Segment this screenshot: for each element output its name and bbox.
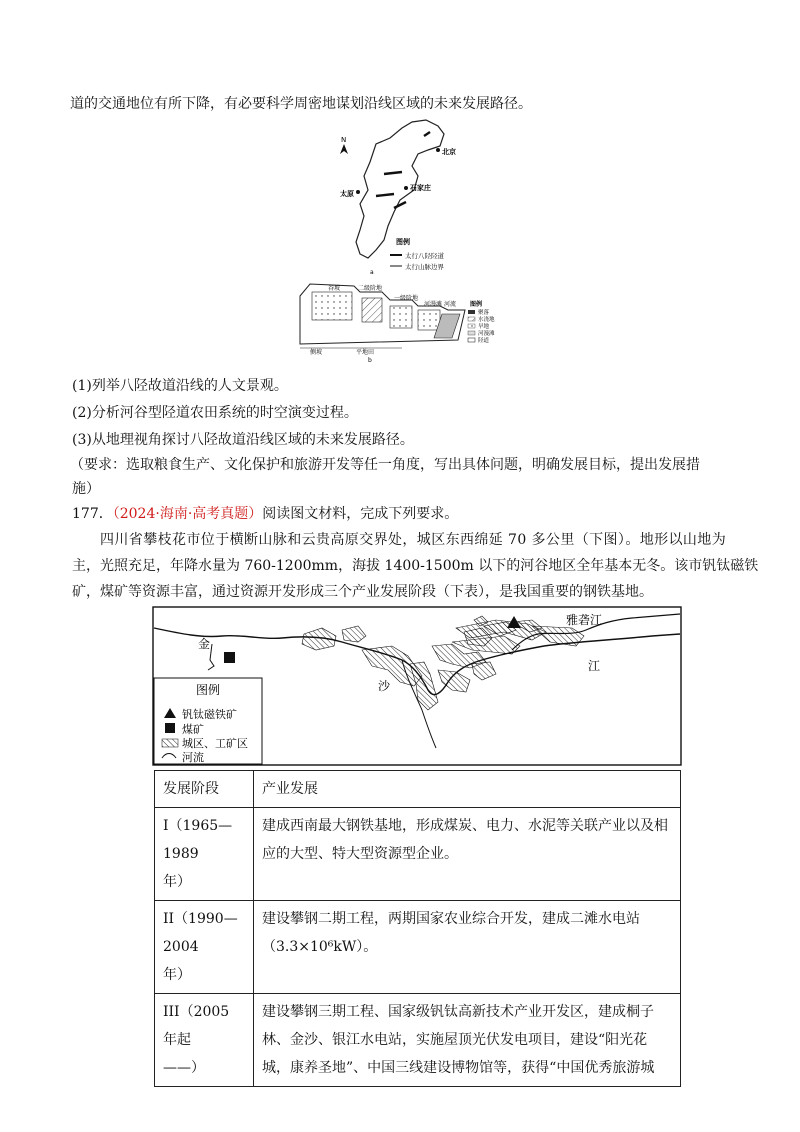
legend2-item: 陉道 (478, 338, 490, 344)
passage-line-3: 矿，煤矿等资源丰富，通过资源开发形成三个产业发展阶段（下表），是我国重要的钢铁基地。 (72, 584, 653, 600)
stage-text: 年） (163, 967, 191, 983)
q177-line (72, 504, 458, 524)
city-beijing: 北京 (442, 148, 456, 156)
industry-text: 林、金沙、银江水电站，实施屋顶光伏发电项目，建设“阳光花 (262, 1032, 648, 1048)
map2-legend-item: 煤矿 (182, 723, 204, 736)
passage-line-1: 四川省攀枝花市位于横断山脉和云贵高原交界处，城区东西绵延 70 多公里（下图）。地形以山地为 (100, 532, 727, 548)
panzhihua-map (152, 606, 682, 766)
stage-text: II（1990—2004 (163, 911, 238, 955)
terrace1-label: 一级阶地 (394, 295, 419, 302)
development-table (154, 770, 681, 1087)
header-industry: 产业发展 (254, 771, 681, 808)
city-shijiazhuang: 石家庄 (410, 184, 431, 192)
table-row (155, 994, 681, 1087)
table-row (155, 901, 681, 994)
legend2-item: 河漫滩 (478, 331, 495, 337)
legend2-item: 水浇地 (478, 317, 495, 323)
terrace2-label: 二级阶地 (358, 285, 383, 292)
stage-cell (155, 901, 254, 994)
legend2-item: 旱地 (478, 324, 490, 330)
industry-text: 城，康养圣地”、中国三线建设博物馆等，获得“中国优秀旅游城 (262, 1060, 655, 1076)
question-1: (1)列举八陉故道沿线的人文景观。 (72, 378, 288, 394)
north-arrow (340, 144, 348, 154)
stage-text: 年） (163, 874, 191, 890)
industry-cell (254, 901, 681, 994)
requirement-line-2: 施） (72, 481, 100, 497)
industry-cell (254, 808, 681, 901)
stage-text: ——） (163, 1060, 205, 1076)
map2-legend-title: 图例 (196, 683, 221, 697)
industry-text: 建成西南最大钢铁基地，形成煤炭、电力、水泥等关联产业以及相 (262, 818, 668, 834)
coal-mine (224, 652, 235, 663)
legend-title: 图例 (396, 238, 410, 246)
question-2: (2)分析河谷型陉道农田系统的时空演变过程。 (72, 405, 358, 421)
stage-text: III（2005 年起 (163, 1004, 230, 1048)
city-dot (404, 186, 408, 190)
passage-line-2: 主，光照充足，年降水量为 760-1200mm，海拔 1400-1500m 以下的河谷地区全年基本无冬。该市钒钛磁铁 (72, 558, 759, 574)
label-sha: 沙 (378, 679, 391, 693)
industry-text: 应的大型、特大型资源型企业。 (262, 846, 458, 862)
city-dot (356, 190, 360, 194)
label-jin: 金 (198, 637, 211, 651)
table-header-row (155, 771, 681, 808)
legend-border: 太行山脉边界 (405, 263, 444, 271)
stage-cell (155, 808, 254, 901)
table-row (155, 808, 681, 901)
industry-cell (254, 994, 681, 1087)
slope-zone-label: 侧坡 (310, 349, 323, 356)
requirement-line-1: （要求：选取粮食生产、文化保护和旅游开发等任一角度，写出具体问题，明确发展目标，提出发展措 (70, 457, 700, 473)
label-b: b (368, 357, 372, 364)
valley-label: 谷坡 (328, 285, 341, 292)
header-stage: 发展阶段 (155, 771, 254, 808)
flat-zone-label: 平地田 (356, 349, 375, 356)
pass-route (424, 132, 430, 136)
label-a: a (370, 269, 374, 276)
stage-cell (155, 994, 254, 1087)
industry-text: 建设攀钢三期工程、国家级钒钛高新技术产业开发区，建成桐子 (262, 1004, 654, 1020)
label-jiang: 江 (588, 659, 601, 673)
pass-route (384, 172, 402, 174)
north-label: N (341, 136, 347, 144)
taihang-map (290, 114, 510, 364)
city-dot (436, 148, 440, 152)
legend2-item: 聚落 (478, 310, 490, 316)
floodplain-label: 河漫滩 (424, 301, 443, 308)
industry-text: （3.3×10⁶kW）。 (262, 939, 378, 955)
legend2-title: 图例 (470, 301, 483, 308)
map2-legend-item: 河流 (182, 751, 204, 764)
q177-prompt: 阅读图文材料，完成下列要求。 (262, 506, 459, 522)
pass-route (376, 194, 394, 196)
map2-legend-item: 钒钛磁铁矿 (182, 708, 237, 721)
question-3: (3)从地理视角探讨八陉故道沿线区域的未来发展路径。 (72, 432, 414, 448)
pass-route (394, 202, 406, 208)
legend-route: 太行八陉陉道 (405, 252, 444, 260)
q177-source: （2024·海南·高考真题） (112, 506, 263, 522)
city-taiyuan: 太原 (340, 190, 354, 198)
label-yalong: 雅砻江 (566, 613, 603, 627)
q177-number: 177． (72, 506, 113, 522)
intro-line: 道的交通地位有所下降，有必要科学周密地谋划沿线区域的未来发展路径。 (70, 96, 532, 112)
river-label: 河流 (444, 301, 457, 308)
map2-legend-item: 城区、工矿区 (182, 737, 248, 750)
industry-text: 建设攀钢二期工程，两期国家农业综合开发，建成二滩水电站 (262, 911, 640, 927)
stage-text: I（1965—1989 (163, 818, 233, 862)
